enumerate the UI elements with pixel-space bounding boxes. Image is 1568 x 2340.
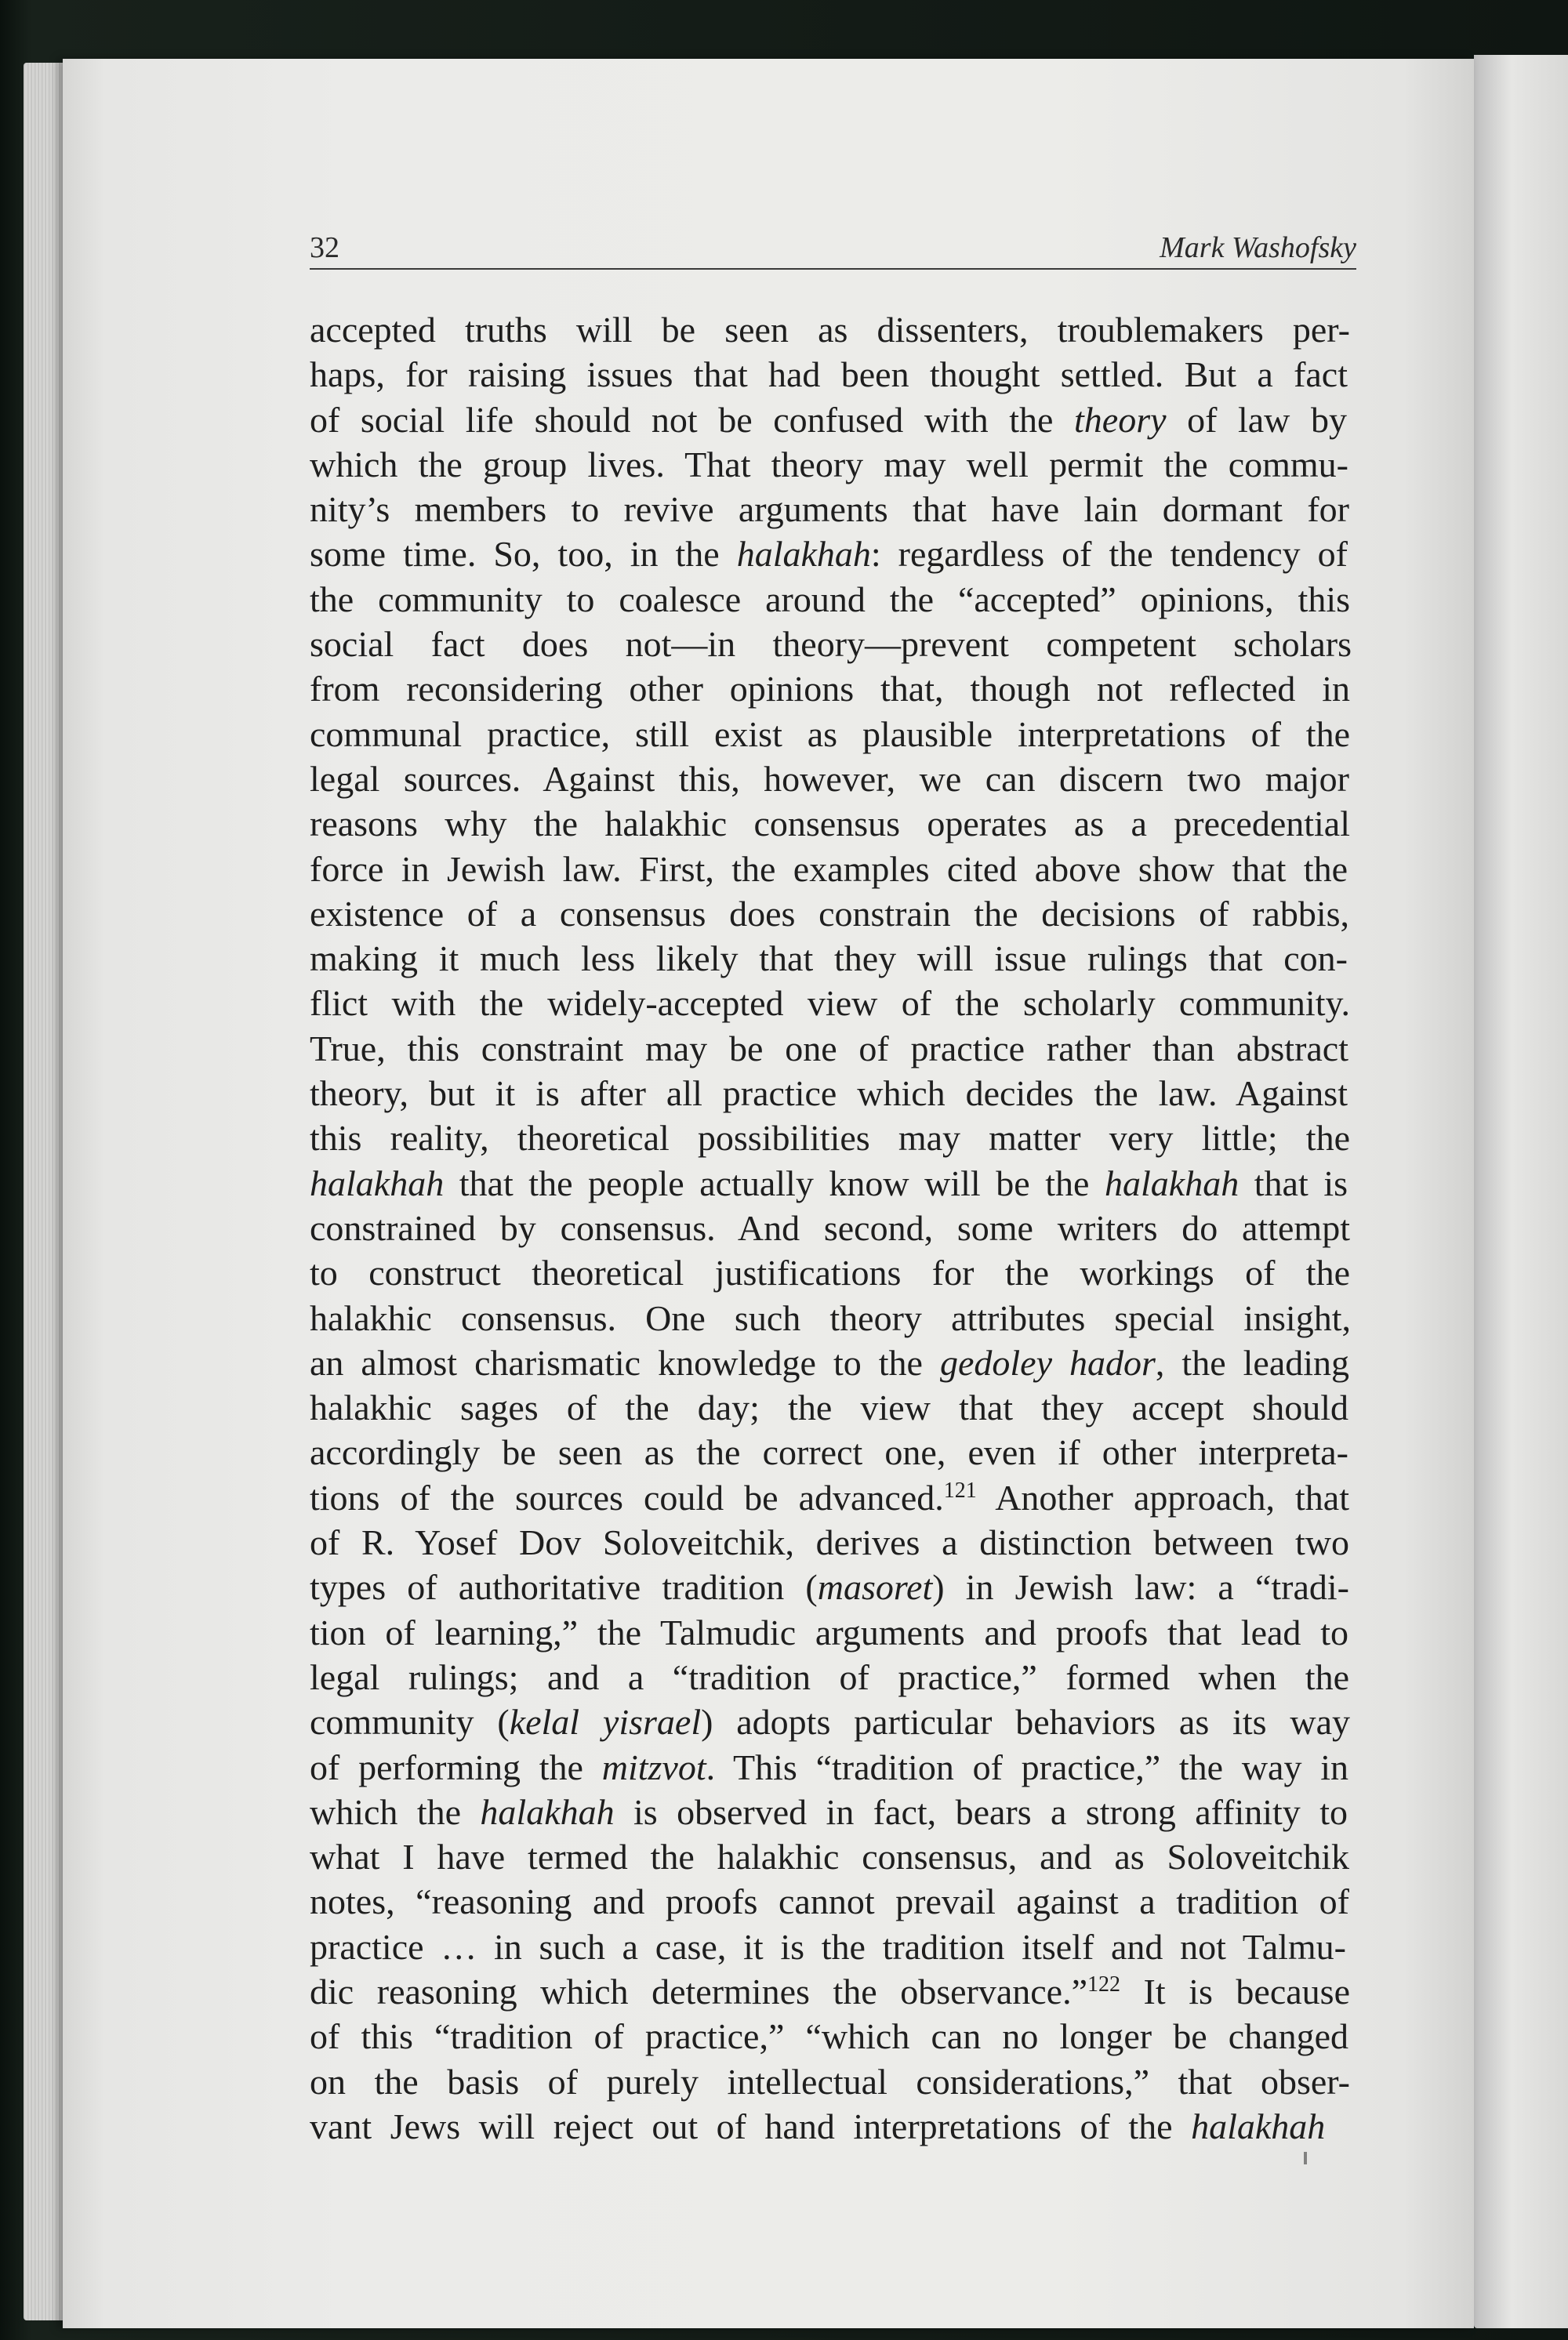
text-line: [310, 397, 1356, 442]
text-line: [310, 666, 1356, 711]
footnote-ref: 122: [1087, 1972, 1120, 1997]
text-line: [310, 936, 1356, 981]
text-segment: the community to coalesce around the “accepted” opinions, this: [310, 579, 1350, 619]
text-segment: of performing the: [310, 1747, 602, 1787]
running-head-author: Mark Washofsky: [1160, 231, 1356, 264]
text-segment: theory, but it is after all practice which decides the law. Against: [310, 1073, 1348, 1114]
text-segment: dic reasoning which determines the observance.”: [310, 1971, 1087, 2012]
text-line: [310, 1071, 1356, 1116]
text-segment: this reality, theoretical possibilities may matter very little; the: [310, 1118, 1350, 1159]
text-line: [310, 2059, 1356, 2104]
text-segment: some time. So, too, in the: [310, 534, 737, 575]
italic-term: halakhah: [1191, 2106, 1326, 2146]
text-segment: constrained by consensus. And second, some writers do attempt: [310, 1207, 1350, 1248]
text-segment: which the group lives. That theory may well permit the commu-: [310, 444, 1348, 484]
text-line: [310, 442, 1356, 487]
text-segment: ) adopts particular behaviors as its way: [701, 1702, 1350, 1743]
text-line: [310, 847, 1356, 891]
text-line: [310, 1969, 1356, 2014]
italic-term: theory: [1074, 399, 1167, 440]
text-segment: haps, for raising issues that had been thought settled. But a fact: [310, 354, 1348, 395]
italic-term: halakhah: [480, 1791, 615, 1832]
text-segment: of social life should not be confused with the: [310, 399, 1074, 440]
text-line: [310, 531, 1356, 576]
text-segment: social fact does not—in theory—prevent competent scholars: [310, 624, 1352, 665]
text-line: [310, 712, 1356, 756]
text-line: [310, 1565, 1356, 1609]
facing-page-edge: [1474, 55, 1568, 2328]
text-segment: that is: [1239, 1163, 1348, 1203]
text-segment: reasons why the halakhic consensus operates as a precedential: [310, 804, 1350, 844]
text-segment: ) in Jewish law: a “tradi-: [932, 1567, 1350, 1608]
text-line: [310, 1700, 1356, 1744]
text-segment: vant Jews will reject out of hand interpretations of the: [310, 2106, 1192, 2146]
text-line: [310, 307, 1356, 352]
text-segment: notes, “reasoning and proofs cannot prevail against a tradition of: [310, 1881, 1349, 1922]
running-head: [310, 227, 1356, 270]
text-segment: of law by: [1166, 399, 1347, 440]
text-line: [310, 1206, 1356, 1250]
text-line: [310, 1250, 1356, 1295]
text-segment: is observed in fact, bears a strong affinity to: [614, 1791, 1348, 1832]
text-segment: of this “tradition of practice,” “which can no longer be changed: [310, 2016, 1348, 2057]
text-line: [310, 622, 1356, 666]
body-text: [310, 307, 1356, 2149]
text-segment: types of authoritative tradition (: [310, 1567, 818, 1608]
text-line: [310, 1430, 1356, 1475]
text-segment: accepted truths will be seen as dissenters, troublemakers per-: [310, 310, 1350, 350]
text-line: [310, 1655, 1356, 1700]
text-segment: True, this constraint may be one of practice rather than abstract: [310, 1028, 1348, 1068]
text-segment: of R. Yosef Dov Soloveitchik, derives a distinction between two: [310, 1522, 1349, 1563]
text-segment: , the leading: [1155, 1342, 1350, 1383]
text-line: [310, 2104, 1356, 2149]
text-line: [310, 1161, 1356, 1206]
italic-term: mitzvot: [601, 1747, 706, 1787]
text-line: [310, 1116, 1356, 1160]
text-segment: community (: [310, 1702, 510, 1743]
italic-term: gedoley hador: [939, 1342, 1156, 1383]
text-segment: tions of the sources could be advanced.: [310, 1477, 944, 1518]
text-line: [310, 1834, 1356, 1879]
text-line: [310, 1026, 1356, 1071]
italic-term: halakhah: [310, 1163, 445, 1203]
text-segment: accordingly be seen as the correct one, even if other interpreta-: [310, 1432, 1348, 1473]
italic-term: halakhah: [1105, 1163, 1240, 1203]
page-mark: [1304, 2152, 1307, 2164]
text-line: [310, 981, 1356, 1025]
text-line: [310, 1296, 1356, 1341]
text-line: [310, 577, 1356, 622]
page-number: 32: [310, 231, 339, 264]
text-line: [310, 1341, 1356, 1385]
text-line: [310, 352, 1356, 397]
text-segment: legal sources. Against this, however, we can discern two major: [310, 758, 1349, 799]
text-segment: existence of a consensus does constrain the decisions of rabbis,: [310, 893, 1349, 934]
text-line: [310, 1610, 1356, 1655]
text-segment: halakhic sages of the day; the view that they accept should: [310, 1388, 1348, 1428]
text-line: [310, 1475, 1356, 1520]
text-segment: nity’s members to revive arguments that have lain dormant for: [310, 489, 1349, 530]
text-line: [310, 2014, 1356, 2059]
text-line: [310, 1790, 1356, 1834]
text-segment: an almost charismatic knowledge to the: [310, 1342, 940, 1383]
footnote-ref: 121: [943, 1478, 977, 1503]
text-line: [310, 1879, 1356, 1924]
italic-term: masoret: [817, 1567, 933, 1608]
text-line: [310, 487, 1356, 531]
text-line: [310, 1745, 1356, 1790]
text-line: [310, 1520, 1356, 1565]
text-segment: force in Jewish law. First, the examples cited above show that the: [310, 848, 1348, 889]
text-segment: that the people actually know will be the: [444, 1163, 1105, 1203]
text-line: [310, 756, 1356, 801]
text-segment: tion of learning,” the Talmudic arguments and proofs that lead to: [310, 1612, 1348, 1653]
text-segment: on the basis of purely intellectual considerations,” that obser-: [310, 2061, 1350, 2102]
text-line: [310, 801, 1356, 846]
text-segment: legal rulings; and a “tradition of practice,” formed when the: [310, 1656, 1349, 1697]
text-segment: making it much less likely that they will issue rulings that con-: [310, 938, 1348, 979]
text-segment: Another approach, that: [976, 1477, 1350, 1518]
text-segment: flict with the widely-accepted view of the scholarly community.: [310, 983, 1350, 1024]
text-segment: : regardless of the tendency of: [870, 534, 1348, 575]
text-line: [310, 1385, 1356, 1430]
text-line: [310, 891, 1356, 936]
text-segment: . This “tradition of practice,” the way in: [706, 1747, 1349, 1787]
text-segment: from reconsidering other opinions that, though not reflected in: [310, 669, 1350, 709]
text-segment: It is because: [1120, 1971, 1350, 2012]
text-segment: to construct theoretical justifications for the workings of the: [310, 1253, 1350, 1293]
text-segment: practice … in such a case, it is the tradition itself and not Talmu-: [310, 1926, 1346, 1967]
text-segment: communal practice, still exist as plausible interpretations of the: [310, 713, 1350, 754]
text-line: [310, 1925, 1356, 1969]
italic-term: halakhah: [736, 534, 871, 575]
text-segment: which the: [310, 1791, 481, 1832]
text-segment: what I have termed the halakhic consensus, and as Soloveitchik: [310, 1837, 1349, 1877]
italic-term: kelal yisrael: [509, 1702, 702, 1743]
text-segment: halakhic consensus. One such theory attributes special insight,: [310, 1297, 1351, 1338]
